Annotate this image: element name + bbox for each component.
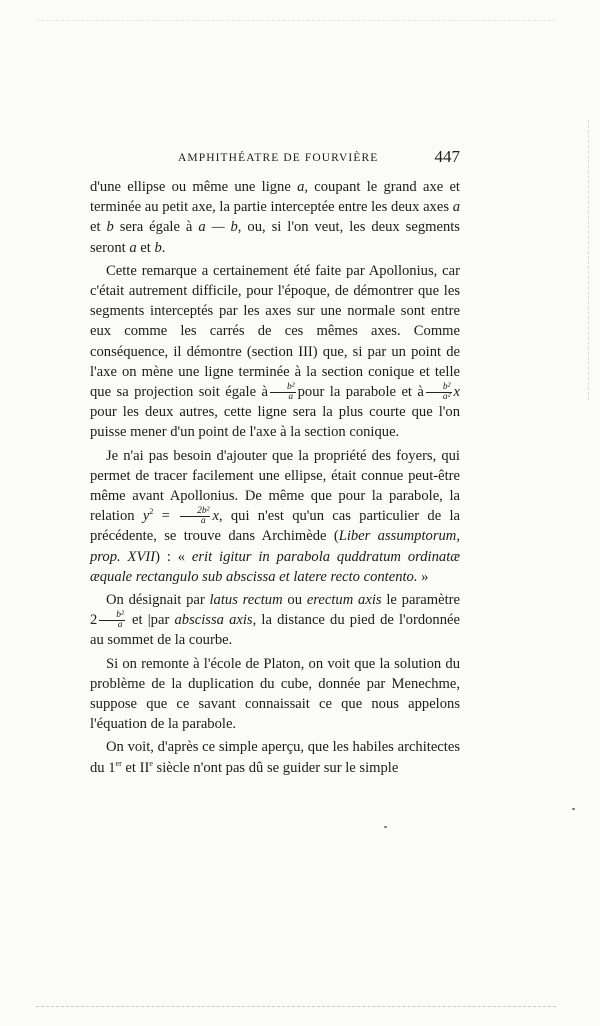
text-run: ) : «: [155, 548, 192, 565]
paragraph-1: [90, 177, 460, 258]
fraction-denominator: a: [117, 620, 123, 631]
latin-quote: erit igitur in parabola quddratum ordinatæ æquale rectangulo sub abscissa et latere recto contento.: [90, 548, 460, 585]
text-run: Je n'ai pas besoin d'ajouter que la propriété des foyers, qui permet de tracer facilement une ellipse, était connue peut-être même avant Apollonius. De même que pour la parabole, la relation: [90, 447, 460, 525]
superscript: e: [149, 758, 153, 768]
latin-term: erectum axis: [306, 592, 382, 609]
text-run: pour la parabole et à: [297, 384, 424, 401]
text-run: »: [417, 568, 429, 585]
text-run: , qui n'est qu'un cas particulier de la précédente, se trouve dans Archimède (: [90, 508, 460, 545]
math-var: b: [106, 219, 114, 236]
ink-speck: [384, 826, 387, 828]
math-var: x: [453, 384, 461, 401]
page-margin-mark: [588, 120, 590, 400]
text-run: , la distance du pied de l'ordonnée au sommet de la courbe.: [90, 612, 460, 649]
text-run: d'une ellipse ou même une ligne: [90, 179, 298, 195]
math-var: x: [212, 508, 219, 525]
ink-speck: [572, 808, 575, 810]
text-run: Cette remarque a certainement été faite par Apollonius, car c'était autrement difficile, pour l'époque, de démontrer que les segments interceptés par les axes sur une normale sont entre eux comme les carrés de ces mêmes axes. Comme conséquence, il démontre (section III) que, si par un point de l'axe on mène une ligne terminée à la section conique et telle que sa projection soit égale à: [90, 262, 460, 401]
superscript: er: [115, 758, 122, 768]
text-run: pour les deux autres, cette ligne sera la plus courte que l'on puisse mener d'un point de l'axe à la section conique.: [90, 404, 460, 441]
text-run: le paramètre 2: [90, 592, 460, 629]
text-run: et: [90, 219, 107, 236]
body-text: [90, 177, 460, 778]
math-var: a: [297, 179, 305, 195]
page-edge-bottom: [36, 1006, 556, 1008]
text-run: .: [161, 239, 166, 256]
fraction-numerator: b²: [99, 611, 125, 621]
text-run: On voit, d'après ce simple aperçu, que les habiles architectes du: [90, 739, 460, 776]
text-run: et: [121, 759, 140, 776]
text-run: On désignait par: [106, 592, 210, 609]
page-header: [170, 145, 460, 169]
math-var: a: [452, 199, 460, 216]
latin-term: abscissa axis: [174, 612, 253, 629]
text-run: II: [139, 759, 150, 776]
latin-term: latus rectum: [209, 592, 283, 609]
fraction-numerator: b²: [270, 383, 296, 393]
text-run: et: [136, 239, 155, 256]
fraction: [426, 383, 452, 402]
fraction-denominator: a: [288, 392, 294, 403]
text-run: siècle n'ont pas dû se guider sur le simple: [152, 759, 399, 776]
text-run: sera égale à: [113, 219, 199, 236]
fraction-denominator: a: [200, 516, 206, 527]
text-run: et |par: [126, 612, 175, 629]
running-title: AMPHITHÉATRE DE FOURVIÈRE: [178, 152, 379, 164]
paragraph-3: [90, 446, 460, 587]
paragraph-4: [90, 590, 460, 651]
math-var: b: [154, 239, 162, 256]
fraction: [99, 611, 125, 630]
fraction-numerator: b²: [426, 383, 452, 393]
fraction-numerator: 2b²: [180, 507, 210, 517]
paragraph-5: [90, 654, 460, 735]
paragraph-6: [90, 737, 460, 777]
math-var: a: [129, 239, 137, 256]
fraction: [180, 507, 210, 526]
math-var: y: [142, 508, 150, 525]
text-run: , ou, si l'on veut, les deux segments seront: [90, 219, 460, 256]
page-edge-top: [36, 20, 556, 22]
fraction-denominator: a²: [442, 392, 451, 403]
text-run: Si on remonte à l'école de Platon, on voit que la solution du problème de la duplication du cube, donnée par Menechme, suppose que ce savant connaissait ce que nous appelons l'équation de la parabole.: [90, 655, 460, 733]
math-expr: a — b: [198, 219, 238, 236]
superscript: 2: [149, 507, 154, 517]
text-run: , coupant le grand axe et terminée au petit axe, la partie interceptée entre les deux axes: [90, 179, 460, 216]
citation-title: Liber assumptorum, prop. XVII: [90, 528, 460, 565]
page-number: 447: [434, 147, 460, 166]
text-run: 1: [108, 759, 116, 776]
paragraph-2: [90, 261, 460, 443]
text-run: =: [153, 508, 179, 525]
text-run: ou: [282, 592, 307, 609]
fraction: [270, 383, 296, 402]
